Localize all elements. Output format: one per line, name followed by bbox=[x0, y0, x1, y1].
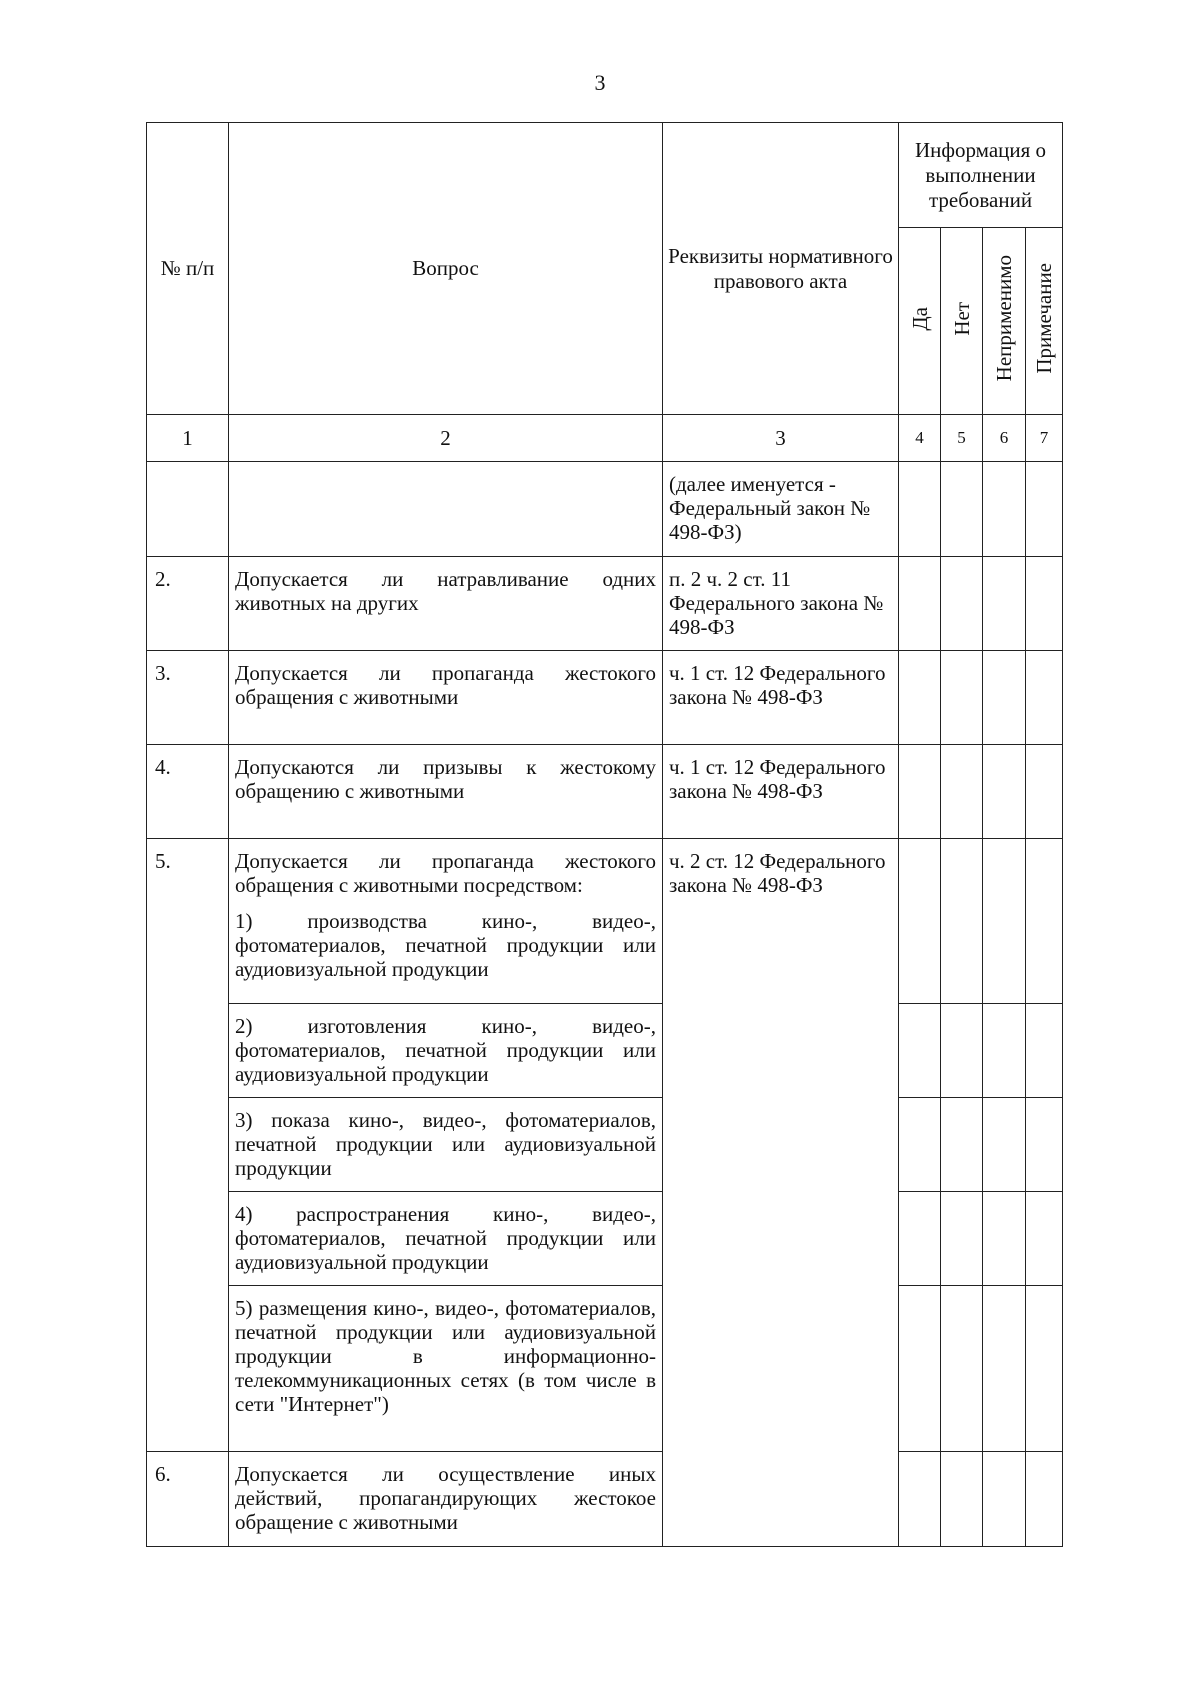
row-reference: ч. 1 ст. 12 Федерального закона № 498-ФЗ bbox=[663, 745, 899, 839]
header-no-cell bbox=[941, 228, 983, 415]
column-number: 5 bbox=[941, 415, 983, 462]
answer-no-cell[interactable] bbox=[941, 1452, 983, 1547]
header-row bbox=[147, 123, 1063, 228]
table-row bbox=[147, 745, 1063, 839]
answer-note-cell[interactable] bbox=[1026, 1192, 1063, 1286]
table-row bbox=[147, 651, 1063, 745]
column-number: 4 bbox=[899, 415, 941, 462]
header-yes: Да bbox=[907, 306, 932, 331]
answer-note-cell[interactable] bbox=[1026, 1286, 1063, 1452]
answer-na-cell[interactable] bbox=[983, 1452, 1026, 1547]
row-question-cell bbox=[229, 462, 663, 557]
answer-na-cell[interactable] bbox=[983, 651, 1026, 745]
checklist-table bbox=[146, 122, 1063, 1547]
answer-na-cell[interactable] bbox=[983, 557, 1026, 651]
row-num: 6. bbox=[147, 1452, 229, 1547]
answer-yes-cell[interactable] bbox=[899, 651, 941, 745]
row-question-group bbox=[229, 839, 663, 1004]
header-question: Вопрос bbox=[229, 123, 663, 415]
answer-no-cell[interactable] bbox=[941, 651, 983, 745]
answer-na-cell[interactable] bbox=[983, 1004, 1026, 1098]
row-reference: п. 2 ч. 2 ст. 11 Федерального закона № 498-ФЗ bbox=[663, 557, 899, 651]
row-question: Допускается ли осуществление иных действий, пропагандирующих жестокое обращение с животными bbox=[229, 1452, 663, 1547]
header-na: Неприменимо bbox=[992, 255, 1016, 382]
table-row bbox=[147, 1452, 1063, 1547]
answer-na-cell[interactable] bbox=[983, 839, 1026, 1004]
row-question: Допускается ли пропаганда жестокого обращения с животными посредством: bbox=[235, 849, 656, 897]
row-subquestion: 5) размещения кино-, видео-, фотоматериалов, печатной продукции или аудиовизуальной продукции в информационно-телекоммуникационных сетях (в том числе в сети "Интернет") bbox=[229, 1286, 663, 1452]
answer-note-cell[interactable] bbox=[1026, 1098, 1063, 1192]
answer-no-cell[interactable] bbox=[941, 1192, 983, 1286]
header-note: Примечание bbox=[1032, 263, 1057, 374]
table-row bbox=[147, 839, 1063, 1004]
answer-yes-cell[interactable] bbox=[899, 1098, 941, 1192]
answer-note-cell[interactable] bbox=[1026, 651, 1063, 745]
header-na-cell bbox=[983, 228, 1026, 415]
header-reference: Реквизиты нормативного правового акта bbox=[663, 123, 899, 415]
page-number: 3 bbox=[594, 70, 606, 95]
answer-yes-cell[interactable] bbox=[899, 745, 941, 839]
column-number: 2 bbox=[229, 415, 663, 462]
table-row bbox=[147, 1004, 1063, 1098]
answer-yes-cell[interactable] bbox=[899, 462, 941, 557]
table-row bbox=[147, 557, 1063, 651]
answer-yes-cell[interactable] bbox=[899, 839, 941, 1004]
row-question: Допускается ли пропаганда жестокого обращения с животными bbox=[229, 651, 663, 745]
answer-no-cell[interactable] bbox=[941, 1098, 983, 1192]
answer-no-cell[interactable] bbox=[941, 839, 983, 1004]
row-reference: (далее именуется - Федеральный закон № 498-ФЗ) bbox=[663, 462, 899, 557]
row-num: 3. bbox=[147, 651, 229, 745]
row-reference: ч. 1 ст. 12 Федерального закона № 498-ФЗ bbox=[663, 651, 899, 745]
answer-no-cell[interactable] bbox=[941, 557, 983, 651]
row-subquestion: 4) распространения кино-, видео-, фотоматериалов, печатной продукции или аудиовизуальной продукции bbox=[229, 1192, 663, 1286]
header-note-cell bbox=[1026, 228, 1063, 415]
header-num: № п/п bbox=[147, 123, 229, 415]
answer-na-cell[interactable] bbox=[983, 1286, 1026, 1452]
row-question: Допускается ли натравливание одних животных на других bbox=[229, 557, 663, 651]
answer-note-cell[interactable] bbox=[1026, 745, 1063, 839]
header-info: Информация о выполнении требований bbox=[899, 123, 1063, 228]
table-row bbox=[147, 462, 1063, 557]
answer-na-cell[interactable] bbox=[983, 462, 1026, 557]
answer-na-cell[interactable] bbox=[983, 1192, 1026, 1286]
answer-note-cell[interactable] bbox=[1026, 462, 1063, 557]
row-subquestion: 3) показа кино-, видео-, фотоматериалов, печатной продукции или аудиовизуальной продукции bbox=[229, 1098, 663, 1192]
answer-no-cell[interactable] bbox=[941, 1286, 983, 1452]
row-reference: ч. 2 ст. 12 Федерального закона № 498-ФЗ bbox=[663, 839, 899, 1547]
answer-yes-cell[interactable] bbox=[899, 1192, 941, 1286]
answer-note-cell[interactable] bbox=[1026, 1452, 1063, 1547]
row-num: 4. bbox=[147, 745, 229, 839]
row-subquestion: 1) производства кино-, видео-, фотоматериалов, печатной продукции или аудиовизуальной продукции bbox=[235, 909, 656, 981]
answer-no-cell[interactable] bbox=[941, 745, 983, 839]
header-no: Нет bbox=[949, 301, 974, 336]
table-row bbox=[147, 1098, 1063, 1192]
row-num: 2. bbox=[147, 557, 229, 651]
answer-yes-cell[interactable] bbox=[899, 1004, 941, 1098]
answer-yes-cell[interactable] bbox=[899, 557, 941, 651]
row-num-cell bbox=[147, 462, 229, 557]
table-row bbox=[147, 1286, 1063, 1452]
column-number: 3 bbox=[663, 415, 899, 462]
row-question: Допускаются ли призывы к жестокому обращению с животными bbox=[229, 745, 663, 839]
answer-na-cell[interactable] bbox=[983, 745, 1026, 839]
header-yes-cell bbox=[899, 228, 941, 415]
answer-note-cell[interactable] bbox=[1026, 839, 1063, 1004]
answer-no-cell[interactable] bbox=[941, 462, 983, 557]
answer-na-cell[interactable] bbox=[983, 1098, 1026, 1192]
row-num: 5. bbox=[147, 839, 229, 1452]
answer-no-cell[interactable] bbox=[941, 1004, 983, 1098]
column-number: 7 bbox=[1026, 415, 1063, 462]
column-number: 6 bbox=[983, 415, 1026, 462]
column-number: 1 bbox=[147, 415, 229, 462]
answer-note-cell[interactable] bbox=[1026, 557, 1063, 651]
column-number-row bbox=[147, 415, 1063, 462]
answer-note-cell[interactable] bbox=[1026, 1004, 1063, 1098]
answer-yes-cell[interactable] bbox=[899, 1286, 941, 1452]
answer-yes-cell[interactable] bbox=[899, 1452, 941, 1547]
row-subquestion: 2) изготовления кино-, видео-, фотоматериалов, печатной продукции или аудиовизуальной продукции bbox=[229, 1004, 663, 1098]
table-row bbox=[147, 1192, 1063, 1286]
